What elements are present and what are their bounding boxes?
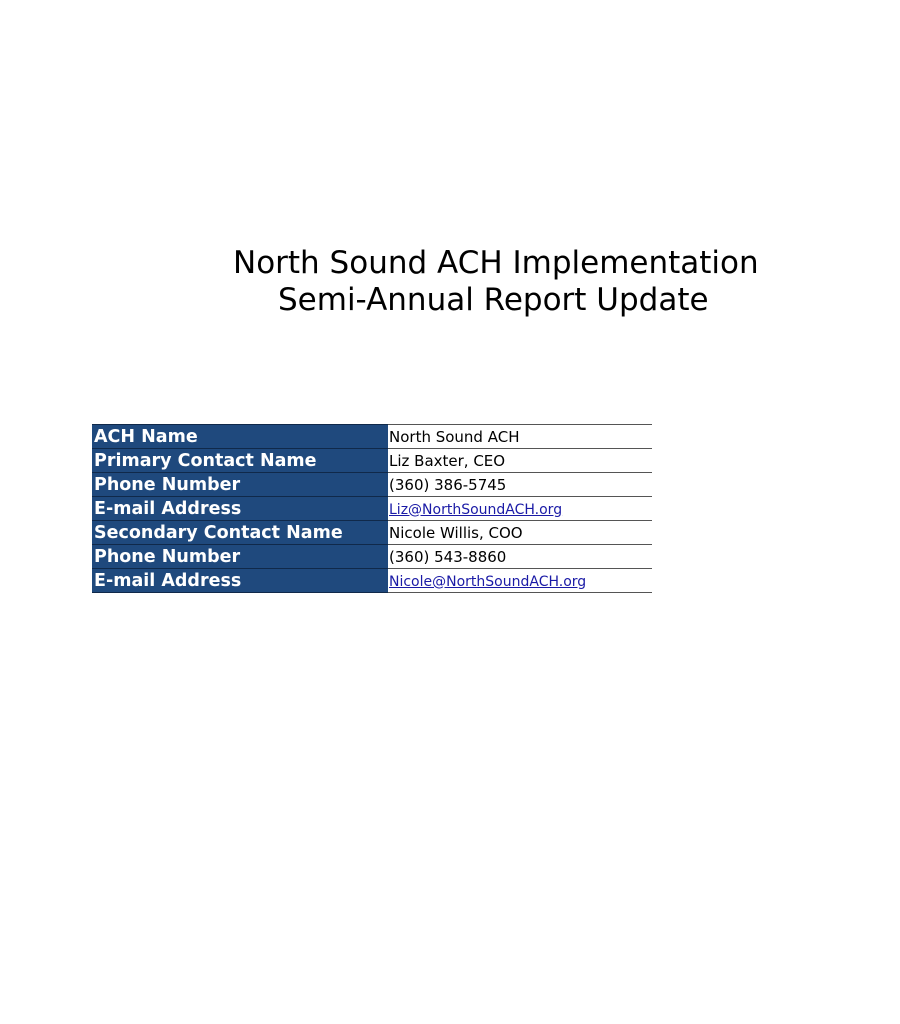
contact-info-table [92,424,652,593]
table-row [92,449,652,473]
report-title-line-1: North Sound ACH Implementation [233,245,759,281]
table-row [92,425,652,449]
ach-name-label: ACH Name [92,425,388,449]
ach-name-value: North Sound ACH [388,425,652,449]
primary-contact-name-label: Primary Contact Name [92,449,388,473]
table-row [92,545,652,569]
secondary-contact-name-label: Secondary Contact Name [92,521,388,545]
primary-contact-name-value: Liz Baxter, CEO [388,449,652,473]
secondary-contact-name-value: Nicole Willis, COO [388,521,652,545]
table-row [92,569,652,593]
table-row [92,497,652,521]
primary-email-link[interactable]: Liz@NorthSoundACH.org [389,501,563,518]
primary-phone-value: (360) 386-5745 [388,473,652,497]
table-row [92,473,652,497]
secondary-email-link[interactable]: Nicole@NorthSoundACH.org [389,573,587,590]
primary-email-label: E-mail Address [92,497,388,521]
secondary-email-label: E-mail Address [92,569,388,593]
table-row [92,521,652,545]
secondary-email-cell [388,569,652,593]
primary-email-cell [388,497,652,521]
primary-phone-label: Phone Number [92,473,388,497]
secondary-phone-value: (360) 543-8860 [388,545,652,569]
report-title-line-2: Semi-Annual Report Update [278,282,709,318]
secondary-phone-label: Phone Number [92,545,388,569]
